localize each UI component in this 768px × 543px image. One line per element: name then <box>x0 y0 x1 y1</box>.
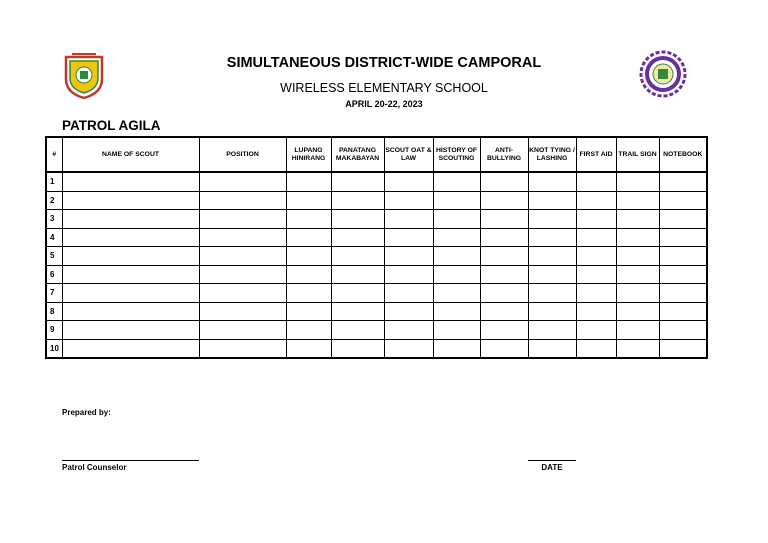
table-cell[interactable] <box>286 247 331 266</box>
table-cell[interactable] <box>331 321 384 340</box>
table-cell[interactable] <box>384 191 433 210</box>
table-cell[interactable] <box>331 284 384 303</box>
table-cell[interactable] <box>528 302 576 321</box>
table-cell[interactable] <box>528 210 576 229</box>
table-cell[interactable] <box>616 321 659 340</box>
table-cell[interactable] <box>480 321 528 340</box>
table-row <box>46 210 707 229</box>
table-cell[interactable] <box>199 284 286 303</box>
table-cell[interactable] <box>528 284 576 303</box>
table-cell[interactable] <box>528 265 576 284</box>
table-cell[interactable] <box>286 210 331 229</box>
table-cell[interactable] <box>659 321 707 340</box>
table-cell[interactable] <box>528 172 576 191</box>
column-header: FIRST AID <box>576 137 616 172</box>
table-cell[interactable] <box>659 191 707 210</box>
column-header: TRAIL SIGN <box>616 137 659 172</box>
table-cell[interactable] <box>62 302 199 321</box>
table-cell[interactable] <box>576 210 616 229</box>
table-cell[interactable] <box>384 339 433 358</box>
table-row <box>46 265 707 284</box>
table-cell[interactable] <box>480 284 528 303</box>
table-cell[interactable] <box>62 191 199 210</box>
scout-score-table <box>45 136 708 359</box>
table-cell[interactable] <box>286 172 331 191</box>
row-number: 10 <box>46 339 62 358</box>
date-label: DATE <box>541 463 563 472</box>
table-cell[interactable] <box>62 284 199 303</box>
row-number: 4 <box>46 228 62 247</box>
table-cell[interactable] <box>576 284 616 303</box>
table-cell[interactable] <box>576 265 616 284</box>
row-number: 6 <box>46 265 62 284</box>
table-cell[interactable] <box>199 247 286 266</box>
column-header: NAME OF SCOUT <box>62 137 199 172</box>
table-cell[interactable] <box>62 247 199 266</box>
table-cell[interactable] <box>616 210 659 229</box>
table-cell[interactable] <box>384 172 433 191</box>
table-cell[interactable] <box>576 321 616 340</box>
table-cell[interactable] <box>331 339 384 358</box>
table-cell[interactable] <box>480 210 528 229</box>
table-cell[interactable] <box>616 265 659 284</box>
table-cell[interactable] <box>616 302 659 321</box>
table-cell[interactable] <box>616 284 659 303</box>
table-cell[interactable] <box>528 321 576 340</box>
column-header: KNOT TYING / LASHING <box>528 137 576 172</box>
table-cell[interactable] <box>384 302 433 321</box>
table-cell[interactable] <box>659 284 707 303</box>
row-number: 2 <box>46 191 62 210</box>
table-row <box>46 339 707 358</box>
table-cell[interactable] <box>199 321 286 340</box>
table-cell[interactable] <box>433 321 480 340</box>
table-row <box>46 321 707 340</box>
table-cell[interactable] <box>331 265 384 284</box>
school-name: WIRELESS ELEMENTARY SCHOOL <box>280 81 488 95</box>
table-cell[interactable] <box>199 228 286 247</box>
table-cell[interactable] <box>286 284 331 303</box>
table-cell[interactable] <box>616 191 659 210</box>
table-cell[interactable] <box>480 339 528 358</box>
table-cell[interactable] <box>576 302 616 321</box>
table-cell[interactable] <box>286 228 331 247</box>
table-row <box>46 284 707 303</box>
table-cell[interactable] <box>62 210 199 229</box>
table-cell[interactable] <box>62 172 199 191</box>
table-cell[interactable] <box>659 302 707 321</box>
table-cell[interactable] <box>384 247 433 266</box>
column-header: # <box>46 137 62 172</box>
table-cell[interactable] <box>433 228 480 247</box>
table-cell[interactable] <box>199 191 286 210</box>
table-cell[interactable] <box>659 172 707 191</box>
table-cell[interactable] <box>433 172 480 191</box>
date-signature-line <box>528 460 576 461</box>
table-cell[interactable] <box>480 191 528 210</box>
table-cell[interactable] <box>528 339 576 358</box>
column-header: SCOUT OAT & LAW <box>384 137 433 172</box>
table-cell[interactable] <box>433 302 480 321</box>
table-cell[interactable] <box>528 191 576 210</box>
table-row <box>46 228 707 247</box>
table-cell[interactable] <box>199 172 286 191</box>
prepared-by-label: Prepared by: <box>62 408 111 417</box>
table-cell[interactable] <box>199 339 286 358</box>
table-cell[interactable] <box>62 339 199 358</box>
table-cell[interactable] <box>286 302 331 321</box>
table-cell[interactable] <box>576 339 616 358</box>
table-cell[interactable] <box>62 228 199 247</box>
table-cell[interactable] <box>576 191 616 210</box>
table-cell[interactable] <box>384 284 433 303</box>
table-cell[interactable] <box>616 247 659 266</box>
table-cell[interactable] <box>480 228 528 247</box>
column-header: ANTI-BULLYING <box>480 137 528 172</box>
column-header: PANATANG MAKABAYAN <box>331 137 384 172</box>
table-cell[interactable] <box>331 228 384 247</box>
table-cell[interactable] <box>576 172 616 191</box>
table-row <box>46 191 707 210</box>
table-cell[interactable] <box>62 321 199 340</box>
table-cell[interactable] <box>62 265 199 284</box>
table-cell[interactable] <box>286 265 331 284</box>
table-cell[interactable] <box>384 321 433 340</box>
table-cell[interactable] <box>659 339 707 358</box>
column-header: NOTEBOOK <box>659 137 707 172</box>
table-row <box>46 247 707 266</box>
row-number: 1 <box>46 172 62 191</box>
table-cell[interactable] <box>331 302 384 321</box>
table-cell[interactable] <box>480 302 528 321</box>
table-cell[interactable] <box>433 210 480 229</box>
table-cell[interactable] <box>331 172 384 191</box>
table-cell[interactable] <box>433 339 480 358</box>
table-row <box>46 172 707 191</box>
table-cell[interactable] <box>331 247 384 266</box>
table-cell[interactable] <box>480 265 528 284</box>
table-cell[interactable] <box>659 228 707 247</box>
row-number: 3 <box>46 210 62 229</box>
table-cell[interactable] <box>286 191 331 210</box>
table-cell[interactable] <box>331 191 384 210</box>
table-cell[interactable] <box>616 228 659 247</box>
table-cell[interactable] <box>384 265 433 284</box>
table-cell[interactable] <box>384 228 433 247</box>
column-header: LUPANG HINIRANG <box>286 137 331 172</box>
table-cell[interactable] <box>616 339 659 358</box>
counselor-signature-line <box>62 460 199 461</box>
table-cell[interactable] <box>480 247 528 266</box>
event-title: SIMULTANEOUS DISTRICT-WIDE CAMPORAL <box>226 55 542 71</box>
table-cell[interactable] <box>199 302 286 321</box>
table-cell[interactable] <box>528 228 576 247</box>
column-header: POSITION <box>199 137 286 172</box>
table-cell[interactable] <box>433 247 480 266</box>
row-number: 9 <box>46 321 62 340</box>
table-cell[interactable] <box>286 339 331 358</box>
table-cell[interactable] <box>331 210 384 229</box>
table-cell[interactable] <box>199 210 286 229</box>
table-cell[interactable] <box>286 321 331 340</box>
table-cell[interactable] <box>659 210 707 229</box>
table-cell[interactable] <box>480 172 528 191</box>
row-number: 8 <box>46 302 62 321</box>
table-cell[interactable] <box>616 172 659 191</box>
table-row <box>46 302 707 321</box>
table-cell[interactable] <box>384 210 433 229</box>
counselor-label: Patrol Counselor <box>62 463 127 472</box>
table-cell[interactable] <box>576 228 616 247</box>
column-header: HISTORY OF SCOUTING <box>433 137 480 172</box>
row-number: 5 <box>46 247 62 266</box>
table-cell[interactable] <box>528 247 576 266</box>
row-number: 7 <box>46 284 62 303</box>
table-cell[interactable] <box>659 247 707 266</box>
table-cell[interactable] <box>659 265 707 284</box>
table-cell[interactable] <box>433 265 480 284</box>
table-cell[interactable] <box>199 265 286 284</box>
table-cell[interactable] <box>576 247 616 266</box>
patrol-name: PATROL AGILA <box>62 118 161 133</box>
event-date: APRIL 20-22, 2023 <box>345 99 423 109</box>
table-header-row <box>46 137 707 172</box>
table-cell[interactable] <box>433 284 480 303</box>
table-cell[interactable] <box>433 191 480 210</box>
